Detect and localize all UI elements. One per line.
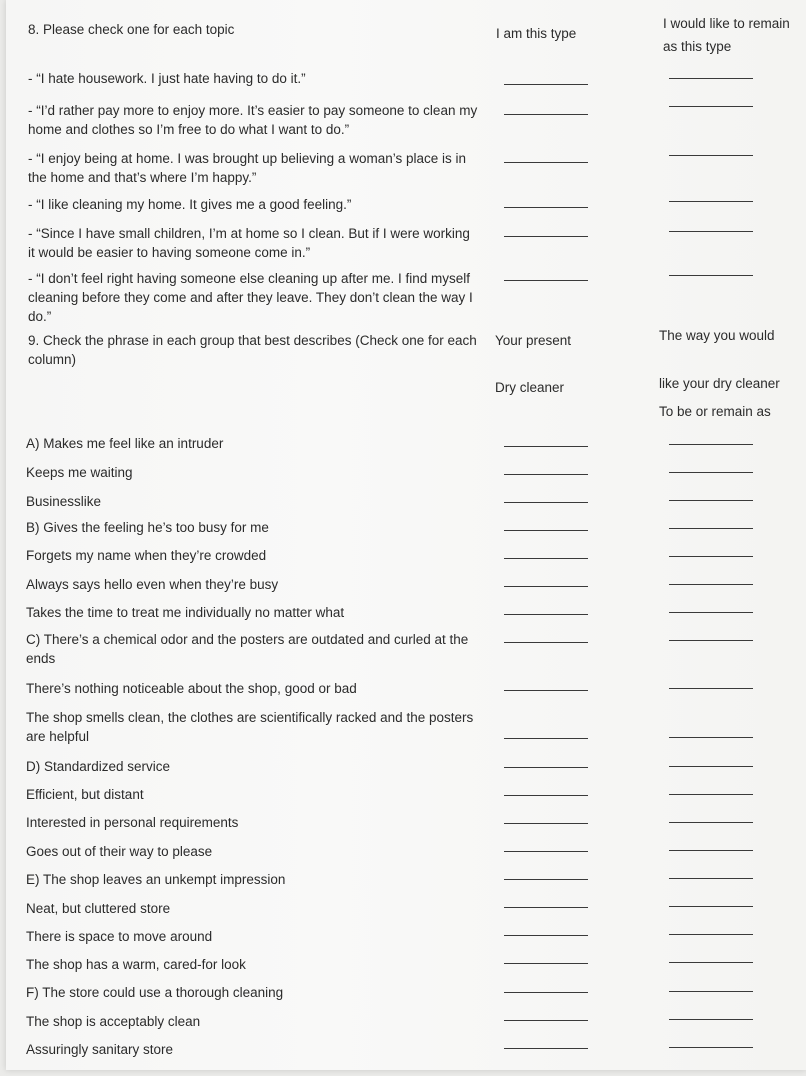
q9-item-b1-blank-a[interactable] bbox=[504, 530, 588, 531]
q9-item-d2-blank-b[interactable] bbox=[669, 794, 753, 795]
q9-item-c1-blank-b[interactable] bbox=[669, 640, 753, 641]
q9-item-b1: B) Gives the feeling he’s too busy for me bbox=[26, 520, 269, 535]
q9-item-a3: Businesslike bbox=[26, 494, 102, 509]
q8-item-5: - “Since I have small children, I’m at home so I clean. But if I were working it would be easier to having someone come in.” bbox=[28, 226, 470, 260]
q9-item-b2-blank-b[interactable] bbox=[669, 556, 753, 557]
q9-item-b4: Takes the time to treat me individually no matter what bbox=[26, 605, 345, 620]
q9-item-f1: F) The store could use a thorough cleaning bbox=[26, 985, 284, 1000]
q8-item-5-blank-a[interactable] bbox=[504, 236, 588, 237]
q8-col-b-header-line2: as this type bbox=[663, 39, 732, 54]
q9-item-d2-blank-a[interactable] bbox=[504, 795, 588, 796]
q9-item-d2: Efficient, but distant bbox=[26, 787, 144, 802]
q9-item-e2-blank-b[interactable] bbox=[669, 906, 753, 907]
q9-item-a2-blank-b[interactable] bbox=[669, 472, 753, 473]
q9-item-f3-blank-b[interactable] bbox=[669, 1047, 753, 1048]
q9-item-d4-blank-b[interactable] bbox=[669, 850, 753, 851]
q9-item-a3-blank-a[interactable] bbox=[504, 502, 588, 503]
q8-item-6: - “I don’t feel right having someone else cleaning up after me. I find myself cleaning before they come and after they leave. They don’t clean the way I do.” bbox=[28, 271, 473, 324]
q9-item-e1: E) The shop leaves an unkempt impression bbox=[26, 872, 286, 887]
q9-item-e3-blank-b[interactable] bbox=[669, 934, 753, 935]
q9-item-e3: There is space to move around bbox=[26, 929, 213, 944]
q9-item-a1-blank-a[interactable] bbox=[504, 446, 588, 447]
q9-item-c2: There’s nothing noticeable about the shop, good or bad bbox=[26, 681, 357, 696]
q9-item-b3: Always says hello even when they’re busy bbox=[26, 577, 279, 592]
survey-page bbox=[6, 0, 806, 1070]
q9-item-d1-blank-a[interactable] bbox=[504, 767, 588, 768]
q9-item-d4-blank-a[interactable] bbox=[504, 851, 588, 852]
q9-item-a2-blank-a[interactable] bbox=[504, 474, 588, 475]
q8-item-6-blank-b[interactable] bbox=[669, 275, 753, 276]
q9-item-d1: D) Standardized service bbox=[26, 759, 171, 774]
q8-col-a-header: I am this type bbox=[496, 26, 577, 41]
q8-item-4-blank-a[interactable] bbox=[504, 207, 588, 208]
q9-item-d3-blank-a[interactable] bbox=[504, 823, 588, 824]
q9-item-d4: Goes out of their way to please bbox=[26, 844, 213, 859]
q9-item-c1-blank-a[interactable] bbox=[504, 642, 588, 643]
q9-item-e1-blank-a[interactable] bbox=[504, 879, 588, 880]
q9-item-e4-blank-b[interactable] bbox=[669, 962, 753, 963]
q9-item-a1-blank-b[interactable] bbox=[669, 444, 753, 445]
q9-item-d1-blank-b[interactable] bbox=[669, 766, 753, 767]
q9-item-e3-blank-a[interactable] bbox=[504, 935, 588, 936]
q8-item-3: - “I enjoy being at home. I was brought up believing a woman’s place is in the home and that’s where I’m happy.” bbox=[28, 151, 466, 185]
q8-item-1: - “I hate housework. I just hate having to do it.” bbox=[28, 71, 306, 86]
q9-item-a3-blank-b[interactable] bbox=[669, 500, 753, 501]
q9-item-c3: The shop smells clean, the clothes are scientifically racked and the posters are helpful bbox=[26, 710, 474, 744]
q9-item-c1: C) There’s a chemical odor and the posters are outdated and curled at the ends bbox=[26, 632, 469, 666]
q8-col-b-header-line1: I would like to remain bbox=[663, 16, 790, 31]
q9-col-a-header-line1: Your present bbox=[495, 333, 572, 348]
q8-item-1-blank-b[interactable] bbox=[669, 78, 753, 79]
q9-item-f2-blank-b[interactable] bbox=[669, 1019, 753, 1020]
q8-item-3-blank-a[interactable] bbox=[504, 162, 588, 163]
q9-item-e2-blank-a[interactable] bbox=[504, 907, 588, 908]
q9-item-f3-blank-a[interactable] bbox=[504, 1048, 588, 1049]
q9-item-e4-blank-a[interactable] bbox=[504, 963, 588, 964]
q9-item-b2-blank-a[interactable] bbox=[504, 558, 588, 559]
q9-item-f1-blank-a[interactable] bbox=[504, 992, 588, 993]
q8-item-2: - “I’d rather pay more to enjoy more. It’s easier to pay someone to clean my home and clothes so I’m free to do what I want to do.” bbox=[28, 103, 478, 137]
q9-item-f2: The shop is acceptably clean bbox=[26, 1014, 201, 1029]
q9-item-c3-blank-b[interactable] bbox=[669, 737, 753, 738]
q8-item-4: - “I like cleaning my home. It gives me a good feeling.” bbox=[28, 197, 352, 212]
q9-item-b4-blank-a[interactable] bbox=[504, 614, 588, 615]
q9-col-b-header-line1: The way you would bbox=[659, 328, 775, 343]
q8-item-1-blank-a[interactable] bbox=[504, 84, 588, 85]
q9-item-e1-blank-b[interactable] bbox=[669, 878, 753, 879]
q8-item-3-blank-b[interactable] bbox=[669, 155, 753, 156]
q9-item-c2-blank-b[interactable] bbox=[669, 688, 753, 689]
q8-item-2-blank-b[interactable] bbox=[669, 106, 753, 107]
q9-item-d3-blank-b[interactable] bbox=[669, 822, 753, 823]
q8-title: 8. Please check one for each topic bbox=[28, 22, 235, 37]
q9-item-b2: Forgets my name when they’re crowded bbox=[26, 548, 267, 563]
q9-item-c3-blank-a[interactable] bbox=[504, 738, 588, 739]
q9-col-b-header-line3: To be or remain as bbox=[659, 404, 771, 419]
q9-item-b1-blank-b[interactable] bbox=[669, 528, 753, 529]
q8-item-6-blank-a[interactable] bbox=[504, 280, 588, 281]
q9-item-a1: A) Makes me feel like an intruder bbox=[26, 436, 224, 451]
q8-item-4-blank-b[interactable] bbox=[669, 201, 753, 202]
q9-item-f2-blank-a[interactable] bbox=[504, 1020, 588, 1021]
q9-item-c2-blank-a[interactable] bbox=[504, 690, 588, 691]
q8-item-2-blank-a[interactable] bbox=[504, 114, 588, 115]
q9-col-b-header-line2: like your dry cleaner bbox=[659, 376, 780, 391]
q9-item-b4-blank-b[interactable] bbox=[669, 612, 753, 613]
q9-item-a2: Keeps me waiting bbox=[26, 465, 133, 480]
q9-item-e4: The shop has a warm, cared-for look bbox=[26, 957, 246, 972]
q9-item-f3: Assuringly sanitary store bbox=[26, 1042, 174, 1057]
q9-item-b3-blank-a[interactable] bbox=[504, 586, 588, 587]
q9-item-f1-blank-b[interactable] bbox=[669, 991, 753, 992]
q9-item-d3: Interested in personal requirements bbox=[26, 815, 239, 830]
q9-item-b3-blank-b[interactable] bbox=[669, 584, 753, 585]
q9-item-e2: Neat, but cluttered store bbox=[26, 901, 171, 916]
q8-item-5-blank-b[interactable] bbox=[669, 231, 753, 232]
q9-title: 9. Check the phrase in each group that best describes (Check one for each column) bbox=[28, 333, 477, 367]
q9-col-a-header-line2: Dry cleaner bbox=[495, 380, 565, 395]
